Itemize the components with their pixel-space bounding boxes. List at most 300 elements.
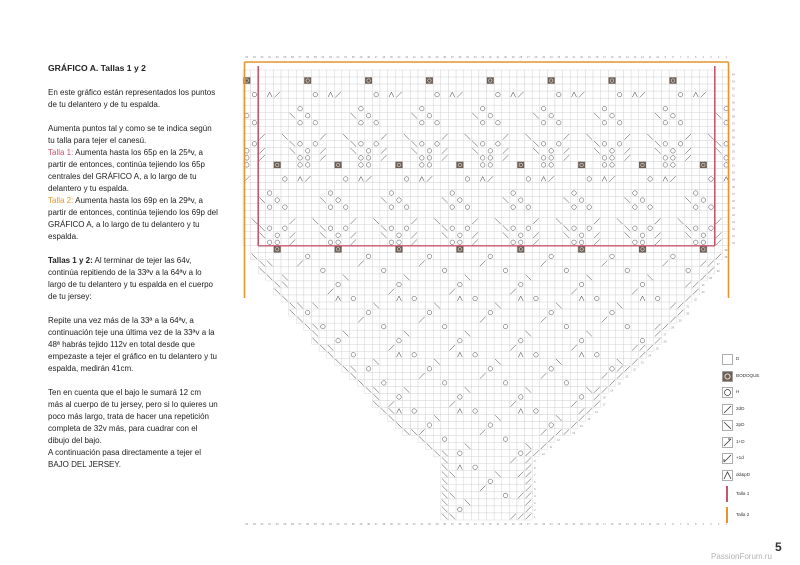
chart-cell <box>646 168 654 175</box>
column-number: 54 <box>321 56 325 59</box>
chart-cell <box>547 225 555 232</box>
row-number: 22 <box>633 368 636 372</box>
chart-cell <box>570 393 578 400</box>
chart-cell <box>563 183 571 190</box>
chart-cell <box>380 316 388 323</box>
chart-cell <box>517 330 525 337</box>
chart-cell <box>418 98 426 105</box>
chart-cell <box>296 197 304 204</box>
chart-cell <box>684 70 692 77</box>
chart-cell <box>251 161 259 168</box>
chart-cell <box>327 337 335 344</box>
chart-cell <box>601 302 609 309</box>
chart-cell <box>388 147 396 154</box>
row-number: 43 <box>732 220 735 224</box>
chart-cell <box>372 281 380 288</box>
row-number: 16 <box>595 410 598 414</box>
column-number: 62 <box>260 56 264 59</box>
column-number: 14 <box>625 523 629 526</box>
row-number: 18 <box>602 396 606 400</box>
chart-cell <box>296 225 304 232</box>
chart-cell <box>662 91 670 98</box>
chart-cell <box>585 393 593 400</box>
chart-cell <box>563 415 571 422</box>
chart-cell <box>525 84 533 91</box>
chart-cell <box>418 393 426 400</box>
chart-cell <box>608 98 616 105</box>
chart-cell <box>525 316 533 323</box>
chart-cell <box>487 98 495 105</box>
column-number: 40 <box>427 523 431 526</box>
chart-cell <box>540 288 548 295</box>
chart-cell <box>433 232 441 239</box>
chart-cell <box>357 372 365 379</box>
chart-cell <box>441 365 449 372</box>
chart-cell <box>342 84 350 91</box>
chart-cell <box>662 168 670 175</box>
chart-cell <box>471 119 479 126</box>
chart-cell <box>281 211 289 218</box>
chart-cell <box>646 84 654 91</box>
chart-cell <box>350 119 358 126</box>
chart-cell <box>365 295 373 302</box>
chart-cell <box>540 295 548 302</box>
chart-cell <box>692 77 700 84</box>
chart-cell <box>555 197 563 204</box>
chart-cell <box>692 267 700 274</box>
chart-cell <box>525 161 533 168</box>
chart-cell <box>479 365 487 372</box>
chart-cell <box>585 140 593 147</box>
chart-cell <box>646 119 654 126</box>
column-number: 47 <box>374 56 378 59</box>
chart-cell <box>517 133 525 140</box>
chart-cell <box>380 281 388 288</box>
chart-cell <box>273 218 281 225</box>
chart-cell <box>319 295 327 302</box>
red-line-icon <box>722 486 734 502</box>
chart-cell <box>532 422 540 429</box>
chart-cell <box>517 344 525 351</box>
chart-cell <box>570 358 578 365</box>
chart-cell <box>715 161 723 168</box>
chart-cell <box>433 267 441 274</box>
chart-cell <box>403 344 411 351</box>
chart-cell <box>258 175 266 182</box>
column-number: 10 <box>656 56 660 59</box>
chart-cell <box>707 119 715 126</box>
chart-cell <box>578 119 586 126</box>
chart-cell <box>410 183 418 190</box>
chart-cell <box>266 70 274 77</box>
chart-cell <box>525 400 533 407</box>
chart-cell <box>692 140 700 147</box>
chart-cell <box>479 98 487 105</box>
chart-cell <box>471 260 479 267</box>
chart-cell <box>464 422 472 429</box>
chart-cell <box>448 267 456 274</box>
chart-cell <box>669 98 677 105</box>
chart-cell <box>281 218 289 225</box>
chart-cell <box>700 70 708 77</box>
chart-cell <box>525 358 533 365</box>
chart-cell <box>707 154 715 161</box>
chart-cell <box>456 154 464 161</box>
chart-cell <box>585 351 593 358</box>
column-number: 55 <box>313 523 317 526</box>
chart-cell <box>494 225 502 232</box>
column-number: 30 <box>504 523 507 526</box>
chart-cell <box>669 232 677 239</box>
chart-cell <box>631 274 639 281</box>
chart-cell <box>365 84 373 91</box>
chart-cell <box>578 274 586 281</box>
chart-cell <box>403 112 411 119</box>
row-number: 15 <box>587 417 591 421</box>
chart-cell <box>608 239 616 246</box>
chart-cell <box>433 330 441 337</box>
chart-cell <box>418 183 426 190</box>
chart-cell <box>403 415 411 422</box>
chart-cell <box>525 372 533 379</box>
chart-cell <box>684 112 692 119</box>
chart-cell <box>494 197 502 204</box>
chart-cell <box>487 323 495 330</box>
chart-cell <box>403 351 411 358</box>
chart-cell <box>311 281 319 288</box>
chart-cell <box>380 126 388 133</box>
chart-cell <box>677 126 685 133</box>
chart-cell <box>350 267 358 274</box>
chart-cell <box>365 330 373 337</box>
chart-cell <box>555 183 563 190</box>
chart-cell <box>555 323 563 330</box>
column-number: 26 <box>534 56 538 59</box>
chart-cell <box>570 154 578 161</box>
chart-cell <box>509 443 517 450</box>
chart-cell <box>273 147 281 154</box>
chart-cell <box>601 239 609 246</box>
chart-cell <box>487 211 495 218</box>
chart-cell <box>540 281 548 288</box>
chart-cell <box>547 379 555 386</box>
row-number: 34 <box>701 284 705 288</box>
chart-cell <box>494 190 502 197</box>
row-number: 7 <box>534 474 536 478</box>
chart-cell <box>464 344 472 351</box>
chart-cell <box>532 400 540 407</box>
chart-cell <box>342 253 350 260</box>
chart-cell <box>395 126 403 133</box>
row-number: 33 <box>701 291 705 295</box>
chart-cell <box>563 204 571 211</box>
chart-cell <box>570 281 578 288</box>
chart-cell <box>251 246 259 253</box>
chart-cell <box>479 400 487 407</box>
chart-cell <box>509 372 517 379</box>
chart-cell <box>540 274 548 281</box>
chart-cell <box>258 218 266 225</box>
chart-cell <box>258 84 266 91</box>
chart-cell <box>479 457 487 464</box>
chart-cell <box>570 295 578 302</box>
chart-cell <box>593 175 601 182</box>
chart-cell <box>296 84 304 91</box>
chart-cell <box>342 190 350 197</box>
chart-cell <box>715 77 723 84</box>
chart-cell <box>669 260 677 267</box>
chart-cell <box>456 260 464 267</box>
chart-cell <box>578 379 586 386</box>
chart-cell <box>585 358 593 365</box>
chart-cell <box>692 232 700 239</box>
chart-cell <box>547 295 555 302</box>
chart-cell <box>448 197 456 204</box>
chart-cell <box>403 91 411 98</box>
chart-cell <box>487 464 495 471</box>
chart-cell <box>456 133 464 140</box>
chart-cell <box>487 288 495 295</box>
chart-cell <box>410 84 418 91</box>
chart-cell <box>532 84 540 91</box>
chart-cell <box>563 358 571 365</box>
chart-cell <box>601 365 609 372</box>
chart-cell <box>350 70 358 77</box>
chart-cell <box>525 126 533 133</box>
chart-cell <box>448 161 456 168</box>
chart-cell <box>372 239 380 246</box>
chart-cell <box>532 105 540 112</box>
column-number: 50 <box>351 523 355 526</box>
chart-cell <box>350 323 358 330</box>
chart-cell <box>319 211 327 218</box>
chart-cell <box>471 70 479 77</box>
chart-cell <box>448 436 456 443</box>
chart-cell <box>327 218 335 225</box>
chart-cell <box>646 112 654 119</box>
chart-cell <box>304 239 312 246</box>
chart-cell <box>540 309 548 316</box>
chart-cell <box>350 77 358 84</box>
chart-cell <box>456 471 464 478</box>
chart-cell <box>319 260 327 267</box>
chart-cell <box>479 218 487 225</box>
chart-cell <box>403 154 411 161</box>
chart-cell <box>517 126 525 133</box>
chart-cell <box>471 161 479 168</box>
chart-cell <box>525 147 533 154</box>
column-number: 19 <box>587 56 591 59</box>
chart-cell <box>517 422 525 429</box>
chart-cell <box>540 98 548 105</box>
chart-cell <box>479 239 487 246</box>
chart-cell <box>350 161 358 168</box>
chart-cell <box>509 84 517 91</box>
column-number: 21 <box>572 56 576 59</box>
chart-cell <box>532 154 540 161</box>
chart-cell <box>540 351 548 358</box>
chart-cell <box>395 98 403 105</box>
chart-cell <box>631 211 639 218</box>
chart-cell <box>547 140 555 147</box>
row-number: 56 <box>732 129 735 133</box>
chart-cell <box>601 323 609 330</box>
chart-cell <box>388 309 396 316</box>
chart-cell <box>388 211 396 218</box>
chart-cell <box>540 246 548 253</box>
chart-cell <box>281 147 289 154</box>
chart-cell <box>494 443 502 450</box>
column-number: 24 <box>549 56 553 59</box>
chart-cell <box>380 112 388 119</box>
row-number: 6 <box>534 481 536 485</box>
chart-cell <box>540 379 548 386</box>
chart-cell <box>388 154 396 161</box>
chart-cell <box>410 197 418 204</box>
chart-cell <box>654 161 662 168</box>
row-number: 28 <box>671 326 675 330</box>
chart-cell <box>494 183 502 190</box>
chart-cell <box>502 126 510 133</box>
chart-cell <box>715 105 723 112</box>
chart-cell <box>669 84 677 91</box>
chart-cell <box>471 330 479 337</box>
chart-cell <box>662 309 670 316</box>
chart-cell <box>517 225 525 232</box>
chart-cell <box>403 232 411 239</box>
chart-cell <box>441 126 449 133</box>
chart-cell <box>251 84 259 91</box>
column-number: 6 <box>687 523 689 526</box>
chart-cell <box>448 302 456 309</box>
chart-cell <box>350 190 358 197</box>
chart-cell <box>700 190 708 197</box>
chart-cell <box>418 379 426 386</box>
chart-cell <box>494 154 502 161</box>
chart-cell <box>487 358 495 365</box>
chart-cell <box>418 337 426 344</box>
chart-cell <box>426 330 434 337</box>
chart-cell <box>700 133 708 140</box>
chart-cell <box>456 365 464 372</box>
chart-cell <box>471 344 479 351</box>
chart-cell <box>311 253 319 260</box>
chart-cell <box>471 190 479 197</box>
chart-cell <box>616 204 624 211</box>
chart-cell <box>570 183 578 190</box>
row-number: 29 <box>678 319 682 323</box>
column-number: 17 <box>603 523 606 526</box>
chart-cell <box>616 175 624 182</box>
chart-cell <box>342 358 350 365</box>
chart-cell <box>273 70 281 77</box>
chart-cell <box>540 204 548 211</box>
bobble-symbol <box>487 77 494 83</box>
chart-cell <box>547 330 555 337</box>
chart-cell <box>395 140 403 147</box>
row-number: 20 <box>617 382 621 386</box>
chart-cell <box>608 91 616 98</box>
chart-cell <box>509 183 517 190</box>
chart-cell <box>251 147 259 154</box>
chart-cell <box>357 274 365 281</box>
bobble-symbol <box>304 77 311 83</box>
chart-cell <box>525 344 533 351</box>
chart-cell <box>616 147 624 154</box>
chart-cell <box>502 288 510 295</box>
chart-cell <box>479 513 487 520</box>
chart-cell <box>669 168 677 175</box>
chart-cell <box>547 288 555 295</box>
chart-cell <box>570 337 578 344</box>
chart-cell <box>342 161 350 168</box>
chart-cell <box>479 77 487 84</box>
column-number: 58 <box>291 56 294 59</box>
chart-cell <box>479 147 487 154</box>
chart-cell <box>608 288 616 295</box>
chart-cell <box>585 246 593 253</box>
chart-cell <box>273 154 281 161</box>
chart-cell <box>684 168 692 175</box>
chart-cell <box>532 288 540 295</box>
chart-cell <box>517 309 525 316</box>
chart-cell <box>494 464 502 471</box>
row-number: 63 <box>732 80 735 84</box>
chart-cell <box>380 365 388 372</box>
chart-cell <box>585 288 593 295</box>
chart-cell <box>608 197 616 204</box>
chart-cell <box>532 330 540 337</box>
chart-cell <box>646 246 654 253</box>
chart-cell <box>631 309 639 316</box>
chart-cell <box>684 161 692 168</box>
chart-cell <box>464 161 472 168</box>
chart-cell <box>677 260 685 267</box>
chart-cell <box>616 267 624 274</box>
chart-cell <box>448 133 456 140</box>
chart-cell <box>289 197 297 204</box>
chart-cell <box>555 225 563 232</box>
chart-cell <box>494 267 502 274</box>
chart-cell <box>327 232 335 239</box>
chart-cell <box>692 211 700 218</box>
chart-cell <box>487 302 495 309</box>
chart-cell <box>418 295 426 302</box>
chart-cell <box>342 246 350 253</box>
chart-cell <box>395 358 403 365</box>
column-number: 32 <box>488 523 492 526</box>
chart-cell <box>517 429 525 436</box>
chart-cell <box>532 358 540 365</box>
chart-cell <box>258 211 266 218</box>
chart-cell <box>464 485 472 492</box>
chart-cell <box>479 506 487 513</box>
chart-cell <box>494 239 502 246</box>
chart-cell <box>616 274 624 281</box>
chart-cell <box>388 316 396 323</box>
chart-cell <box>319 316 327 323</box>
chart-cell <box>281 197 289 204</box>
column-number: 32 <box>488 56 492 59</box>
chart-cell <box>441 239 449 246</box>
chart-cell <box>304 197 312 204</box>
chart-cell <box>365 302 373 309</box>
chart-cell <box>334 70 342 77</box>
bobble-symbol <box>578 246 585 252</box>
chart-cell <box>433 337 441 344</box>
chart-cell <box>707 239 715 246</box>
chart-cell <box>296 281 304 288</box>
